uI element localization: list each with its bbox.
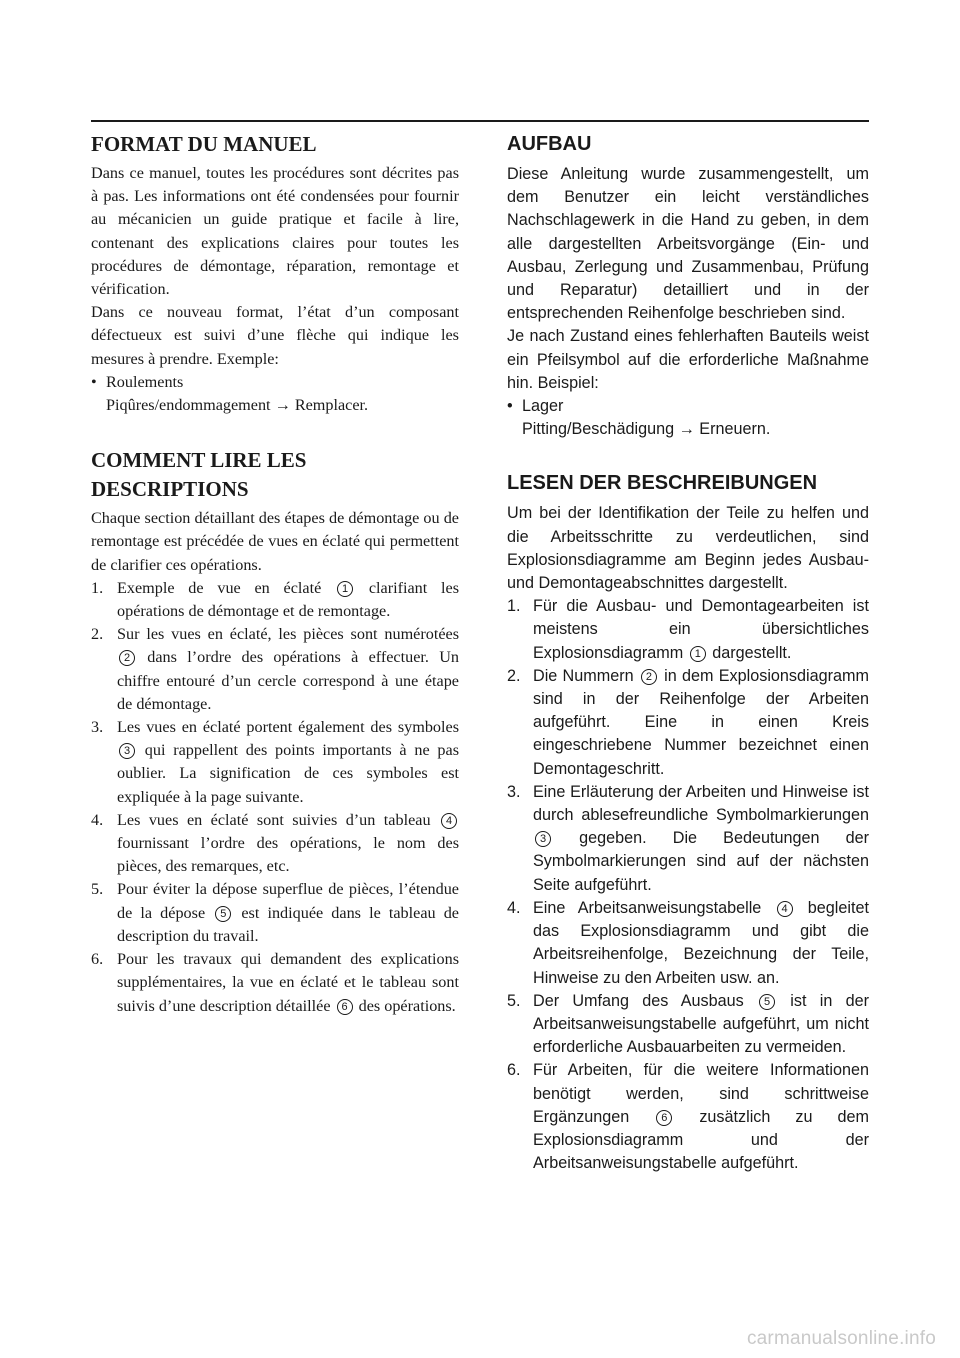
step-text: Pour éviter la dépose superflue de pièces, l’étendue de la dépose 5 est indiquée dans le tableau de description du travail. xyxy=(117,880,459,945)
format-paragraph-1: Dans ce manuel, toutes les procédures sont décrites pas à pas. Les informations ont été condensées pour fournir au mécanicien un guide pratique et facile à lire, contenant des explications claires pour toutes les procédures de démontage, réparation, remontage et vérification. xyxy=(91,164,459,299)
callout-circle-icon: 4 xyxy=(441,813,457,829)
list-item xyxy=(91,948,459,1018)
callout-circle-icon: 1 xyxy=(690,646,706,662)
list-item xyxy=(507,990,869,1060)
step-number: 6. xyxy=(507,1061,521,1080)
example-item: Lager xyxy=(522,397,564,416)
step-text: Exemple de vue en éclaté 1 clarifiant les opérations de démontage et de remontage. xyxy=(117,578,460,621)
section-title-format: FORMAT DU MANUEL xyxy=(91,132,317,156)
step-number: 3. xyxy=(507,782,521,801)
step-number: 5. xyxy=(91,880,104,899)
list-item xyxy=(91,809,459,879)
step-text: Eine Erläuterung der Arbeiten und Hinweise ist durch ablesefreundliche Symbolmarkierungen 3 gegeben. Die Bedeutungen der Symbolmarkierungen sind auf der nächsten Seite aufgeführt. xyxy=(533,782,869,894)
list-item xyxy=(507,665,869,781)
callout-circle-icon: 6 xyxy=(656,1110,672,1126)
read-intro: Chaque section détaillant des étapes de démontage ou de remontage est précédée de vues en éclaté qui permettent de clarifier ces opérations. xyxy=(91,509,459,574)
section-title-read: LESEN DER BESCHREIBUNGEN xyxy=(507,472,818,495)
format-paragraph-2: Dans ce nouveau format, l’état d’un composant défectueux est suivi d’une flèche qui indique les mesures à prendre. Exemple: xyxy=(91,303,459,368)
step-number: 2. xyxy=(507,666,521,685)
column-german xyxy=(507,126,869,1175)
bullet-icon: • xyxy=(507,397,513,416)
step-number: 2. xyxy=(91,625,104,644)
format-paragraph-1: Diese Anleitung wurde zusammengestellt, um dem Benutzer ein leicht verständliches Nachschlagewerk in die Hand zu geben, in dem alle dargestellten Arbeitsvorgänge (Ein- und Ausbau, Zerlegung und Zusammenbau, Prüfung und Reparatur) detailliert und in der entsprechenden Reihenfolge beschrieben sind. xyxy=(507,165,869,323)
step-text: Für Arbeiten, für die weitere Informationen benötigt werden, sind schrittweise Ergänzungen 6 zusätzlich zu dem Explosionsdiagramm und der Arbeitsanweisungstabelle aufgeführt. xyxy=(533,1061,869,1173)
callout-circle-icon: 3 xyxy=(119,743,135,759)
steps-list xyxy=(507,595,869,1175)
list-item xyxy=(91,716,459,809)
step-number: 1. xyxy=(91,578,104,597)
step-text: Eine Arbeitsanweisungstabelle 4 begleitet das Explosionsdiagramm und gibt die Arbeitsreihenfolge, Bezeichnung der Teile, Hinweise zu den Arbeiten usw. an. xyxy=(533,898,870,987)
section-title-read: COMMENT LIRE LES DESCRIPTIONS xyxy=(91,448,307,502)
callout-circle-icon: 5 xyxy=(215,906,231,922)
step-text: Sur les vues en éclaté, les pièces sont numérotées 2 dans l’ordre des opérations à effectuer. Un chiffre entouré d’un cercle correspond à une étape de démontage. xyxy=(117,625,459,713)
step-number: 6. xyxy=(91,950,104,969)
step-number: 4. xyxy=(507,898,521,917)
example-item: Roulements xyxy=(106,372,184,391)
read-intro: Um bei der Identifikation der Teile zu helfen und die Arbeitsschritte zu verdeutlichen, sind Explosionsdiagramme am Beginn jedes Ausbau- und Demontageabschnittes dargestellt. xyxy=(507,504,869,593)
step-text: Die Nummern 2 in dem Explosionsdiagramm sind in der Reihenfolge der Arbeiten aufgeführt. Eine in einen Kreis eingeschriebene Nummer bezeichnet einen Demontageschritt. xyxy=(533,666,869,778)
top-rule xyxy=(91,120,869,122)
column-french xyxy=(91,126,459,1018)
list-item xyxy=(507,595,869,665)
list-item xyxy=(91,577,459,623)
step-text: Für die Ausbau- und Demontagearbeiten ist meistens ein übersichtliches Explosionsdiagramm 1 dargestellt. xyxy=(533,597,869,662)
format-paragraph-2: Je nach Zustand eines fehlerhaften Bauteils weist ein Pfeilsymbol auf die erforderliche Maßnahme hin. Beispiel: xyxy=(507,327,869,392)
list-item xyxy=(507,1059,869,1175)
callout-circle-icon: 2 xyxy=(641,669,657,685)
list-item xyxy=(91,623,459,716)
step-text: Pour les travaux qui demandent des explications supplémentaires, la vue en éclaté et le tableau sont suivis d’une description détaillée 6 des opérations. xyxy=(117,950,459,1015)
callout-circle-icon: 6 xyxy=(337,999,353,1015)
callout-circle-icon: 4 xyxy=(777,901,793,917)
step-number: 1. xyxy=(507,597,521,616)
step-number: 4. xyxy=(91,810,104,829)
section-title-format: AUFBAU xyxy=(507,133,592,155)
callout-circle-icon: 1 xyxy=(337,581,353,597)
example-action: Piqûres/endommagement → Remplacer. xyxy=(106,396,369,415)
step-text: Les vues en éclaté portent également des symboles 3 qui rappellent des points importants à ne pas oublier. La signification de ces symboles est expliquée à la page suivante. xyxy=(117,718,459,806)
example-action: Pitting/Beschädigung → Erneuern. xyxy=(522,420,771,439)
step-text: Les vues en éclaté sont suivies d’un tableau 4 fournissant l’ordre des opérations, le nom des pièces, des remarques, etc. xyxy=(117,810,459,876)
callout-circle-icon: 3 xyxy=(535,831,551,847)
watermark: carmanualsonline.info xyxy=(746,1328,936,1349)
bullet-icon: • xyxy=(91,372,97,391)
list-item xyxy=(507,897,869,990)
example-bullet xyxy=(507,395,869,418)
step-text: Der Umfang des Ausbaus 5 ist in der Arbeitsanweisungstabelle aufgeführt, um nicht erforderliche Ausbauarbeiten zu vermeiden. xyxy=(533,991,869,1057)
list-item xyxy=(507,781,869,897)
step-number: 5. xyxy=(507,991,521,1010)
callout-circle-icon: 2 xyxy=(119,650,135,666)
steps-list xyxy=(91,577,459,1018)
list-item xyxy=(91,878,459,948)
step-number: 3. xyxy=(91,718,104,737)
callout-circle-icon: 5 xyxy=(759,994,775,1010)
example-bullet xyxy=(91,371,459,394)
